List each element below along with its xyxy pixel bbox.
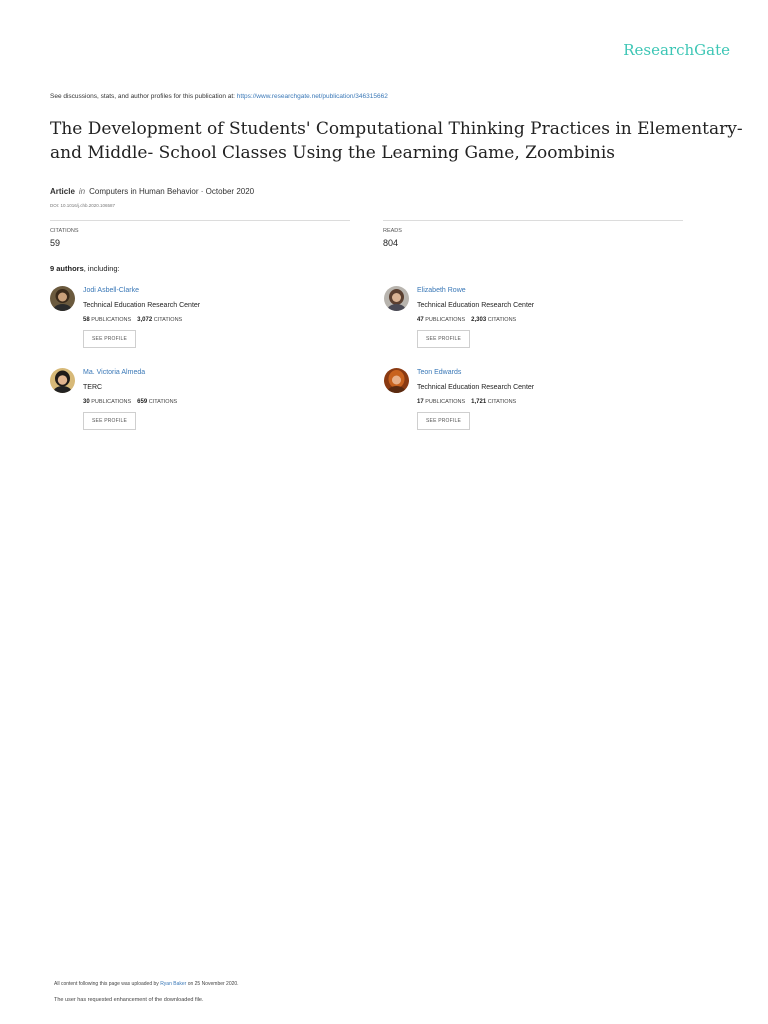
doi: DOI: 10.1016/j.chb.2020.106587 — [50, 203, 116, 208]
researchgate-logo[interactable]: ResearchGate — [623, 41, 730, 59]
author-card — [50, 286, 370, 356]
author-counts — [83, 317, 200, 324]
author-name[interactable]: Jodi Asbell-Clarke — [83, 287, 140, 294]
citations-count: 3,072 — [137, 317, 153, 323]
author-counts — [83, 399, 177, 406]
author-institution: TERC — [83, 384, 103, 391]
citations-count: 1,721 — [471, 399, 487, 405]
publications-label: PUBLICATIONS — [425, 399, 466, 405]
see-profile-button[interactable]: SEE PROFILE — [83, 330, 136, 348]
author-counts — [417, 317, 534, 324]
publication-meta — [50, 187, 254, 196]
citations-label: CITATIONS — [153, 317, 183, 323]
citations-value: 59 — [50, 238, 61, 248]
citations-label: CITATIONS — [487, 399, 517, 405]
author-institution: Technical Education Research Center — [83, 302, 201, 309]
paper-title: The Development of Students' Computational Thinking Practices in Elementary-and Middle- School Classes Using the Learning Game, Zoombinis — [50, 119, 743, 163]
journal-name: Computers in Human Behavior — [89, 187, 199, 196]
upload-note — [54, 981, 239, 987]
citations-label: CITATIONS — [487, 317, 517, 323]
author-counts — [417, 399, 534, 406]
publications-count: 58 — [83, 317, 90, 323]
author-card — [384, 368, 704, 438]
avatar-photo-icon — [384, 286, 409, 311]
citations-count: 2,303 — [471, 317, 487, 323]
reads-value: 804 — [383, 238, 399, 248]
upload-suffix: on 25 November 2020. — [186, 981, 239, 987]
author-name[interactable]: Ma. Victoria Almeda — [83, 369, 146, 376]
publications-count: 30 — [83, 399, 90, 405]
authors-suffix: , including: — [83, 264, 120, 273]
author-institution: Technical Education Research Center — [417, 384, 535, 391]
publications-label: PUBLICATIONS — [91, 399, 132, 405]
upload-prefix: All content following this page was uploaded by — [54, 981, 161, 987]
uploader-link[interactable]: Ryan Baker — [160, 981, 187, 987]
divider — [383, 220, 683, 221]
publications-count: 47 — [417, 317, 424, 323]
publications-label: PUBLICATIONS — [91, 317, 132, 323]
meta-in: in — [78, 187, 86, 196]
authors-heading — [50, 264, 120, 273]
publication-date: · October 2020 — [198, 187, 255, 196]
author-card — [50, 368, 370, 438]
author-institution: Technical Education Research Center — [417, 302, 535, 309]
publications-count: 17 — [417, 399, 424, 405]
avatar[interactable] — [50, 368, 75, 393]
reads-stat — [383, 220, 683, 248]
see-profile-button[interactable]: SEE PROFILE — [417, 412, 470, 430]
citations-label: CITATIONS — [50, 228, 79, 234]
enhancement-note: The user has requested enhancement of the downloaded file. — [54, 997, 204, 1003]
author-name[interactable]: Teon Edwards — [417, 369, 462, 376]
article-type: Article — [50, 187, 75, 196]
avatar-photo-icon — [50, 286, 75, 311]
publication-link[interactable]: https://www.researchgate.net/publication/346315662 — [236, 93, 388, 100]
reads-label: READS — [383, 228, 402, 234]
author-name[interactable]: Elizabeth Rowe — [417, 287, 466, 294]
avatar[interactable] — [384, 368, 409, 393]
author-card — [384, 286, 704, 356]
see-profile-button[interactable]: SEE PROFILE — [417, 330, 470, 348]
citations-label: CITATIONS — [148, 399, 178, 405]
discussion-note — [50, 93, 388, 100]
avatar[interactable] — [384, 286, 409, 311]
avatar-photo-icon — [50, 368, 75, 393]
see-profile-button[interactable]: SEE PROFILE — [83, 412, 136, 430]
publications-label: PUBLICATIONS — [425, 317, 466, 323]
citations-count: 659 — [137, 399, 148, 405]
divider — [50, 220, 350, 221]
avatar[interactable] — [50, 286, 75, 311]
discussion-text: See discussions, stats, and author profiles for this publication at: — [50, 93, 237, 100]
citations-stat — [50, 220, 350, 248]
avatar-photo-icon — [384, 368, 409, 393]
authors-count: 9 authors — [50, 264, 84, 273]
